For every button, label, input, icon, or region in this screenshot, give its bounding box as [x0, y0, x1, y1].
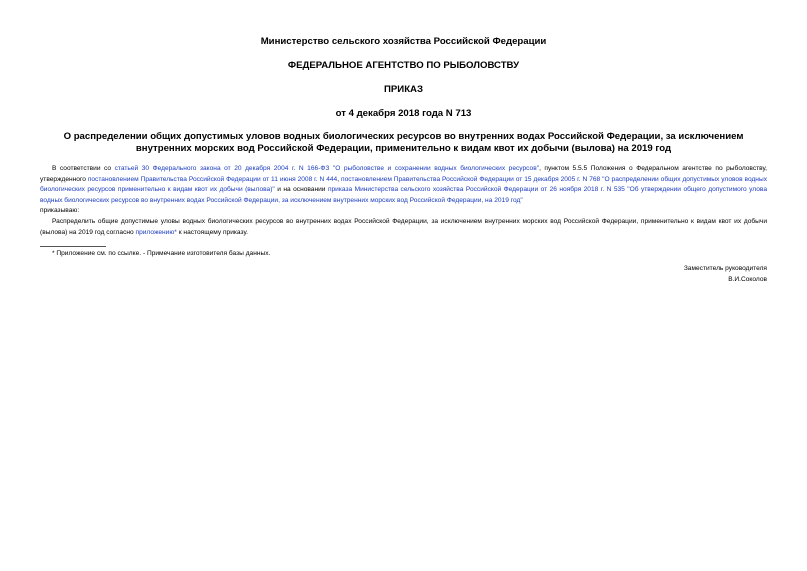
preamble-text-4: и на основании: [274, 186, 328, 194]
preamble-text-1: В соответствии со: [52, 165, 115, 172]
signatory-name: В.И.Соколов: [728, 275, 767, 283]
signatory-position: Заместитель руководителя: [683, 265, 767, 273]
link-federal-law-art30[interactable]: статьей 30 Федерального закона от 20 декабря 2004 г. N 166-ФЗ "О рыболовстве и сохранении водных биологических ресурсов": [114, 165, 540, 172]
ministry-name: Министерство сельского хозяйства Российской Федерации: [260, 36, 547, 47]
preamble-paragraph: [40, 164, 767, 206]
document-type: ПРИКАЗ: [384, 84, 423, 95]
order-paragraph: [40, 217, 767, 238]
preamble-text-2: , пунктом 5.5.5 Положения о Федеральном агентстве по рыболовству, утвержденного: [40, 165, 767, 183]
signature-block: [40, 264, 767, 285]
link-ministry-order-535[interactable]: приказа Министерства сельского хозяйства Российской Федерации от 26 ноября 2018 г. N 535 "Об утверждении общего допустимого улова водных биологических ресурсов во внутренних водах Российской Федерации, за исключением внутренних морских вод Российской Федерации, на 2019 год": [40, 186, 767, 204]
document-page: [40, 0, 767, 571]
document-body: [40, 164, 767, 238]
document-title: О распределении общих допустимых уловов водных биологических ресурсов во внутренних водах Российской Федерации, за исключением внутренних морских вод Российской Федерации, применительно к видам квот их добычи (вылова) на 2019 год: [63, 131, 744, 154]
link-government-decree-768[interactable]: постановлением Правительства Российской Федерации от 15 декабря 2005 г. N 768 "О распределении общих допустимых уловов водных биологических ресурсов применительно к видам квот их добычи (вылова)": [40, 175, 767, 194]
document-date: от 4 декабря 2018 года N 713: [335, 108, 472, 119]
link-appendix[interactable]: приложению*: [135, 228, 177, 236]
order-word: приказываю:: [40, 207, 80, 215]
preamble-text-3: ,: [337, 175, 341, 183]
order-text-2: к настоящему приказу.: [176, 228, 248, 236]
agency-name: ФЕДЕРАЛЬНОЕ АГЕНТСТВО ПО РЫБОЛОВСТВУ: [287, 60, 520, 71]
link-government-decree-444[interactable]: постановлением Правительства Российской Федерации от 11 июня 2008 г. N 444: [87, 175, 338, 183]
order-text-1: Распределить общие допустимые уловы водных биологических ресурсов во внутренних водах Российской Федерации, за исключением внутренних морских вод Российской Федерации, применительно к видам квот их добычи (вылова) на 2019 год согласно: [40, 217, 767, 236]
footnote-divider: [40, 246, 106, 247]
footnote: * Приложение см. по ссылке. - Примечание изготовителя базы данных.: [52, 250, 271, 258]
